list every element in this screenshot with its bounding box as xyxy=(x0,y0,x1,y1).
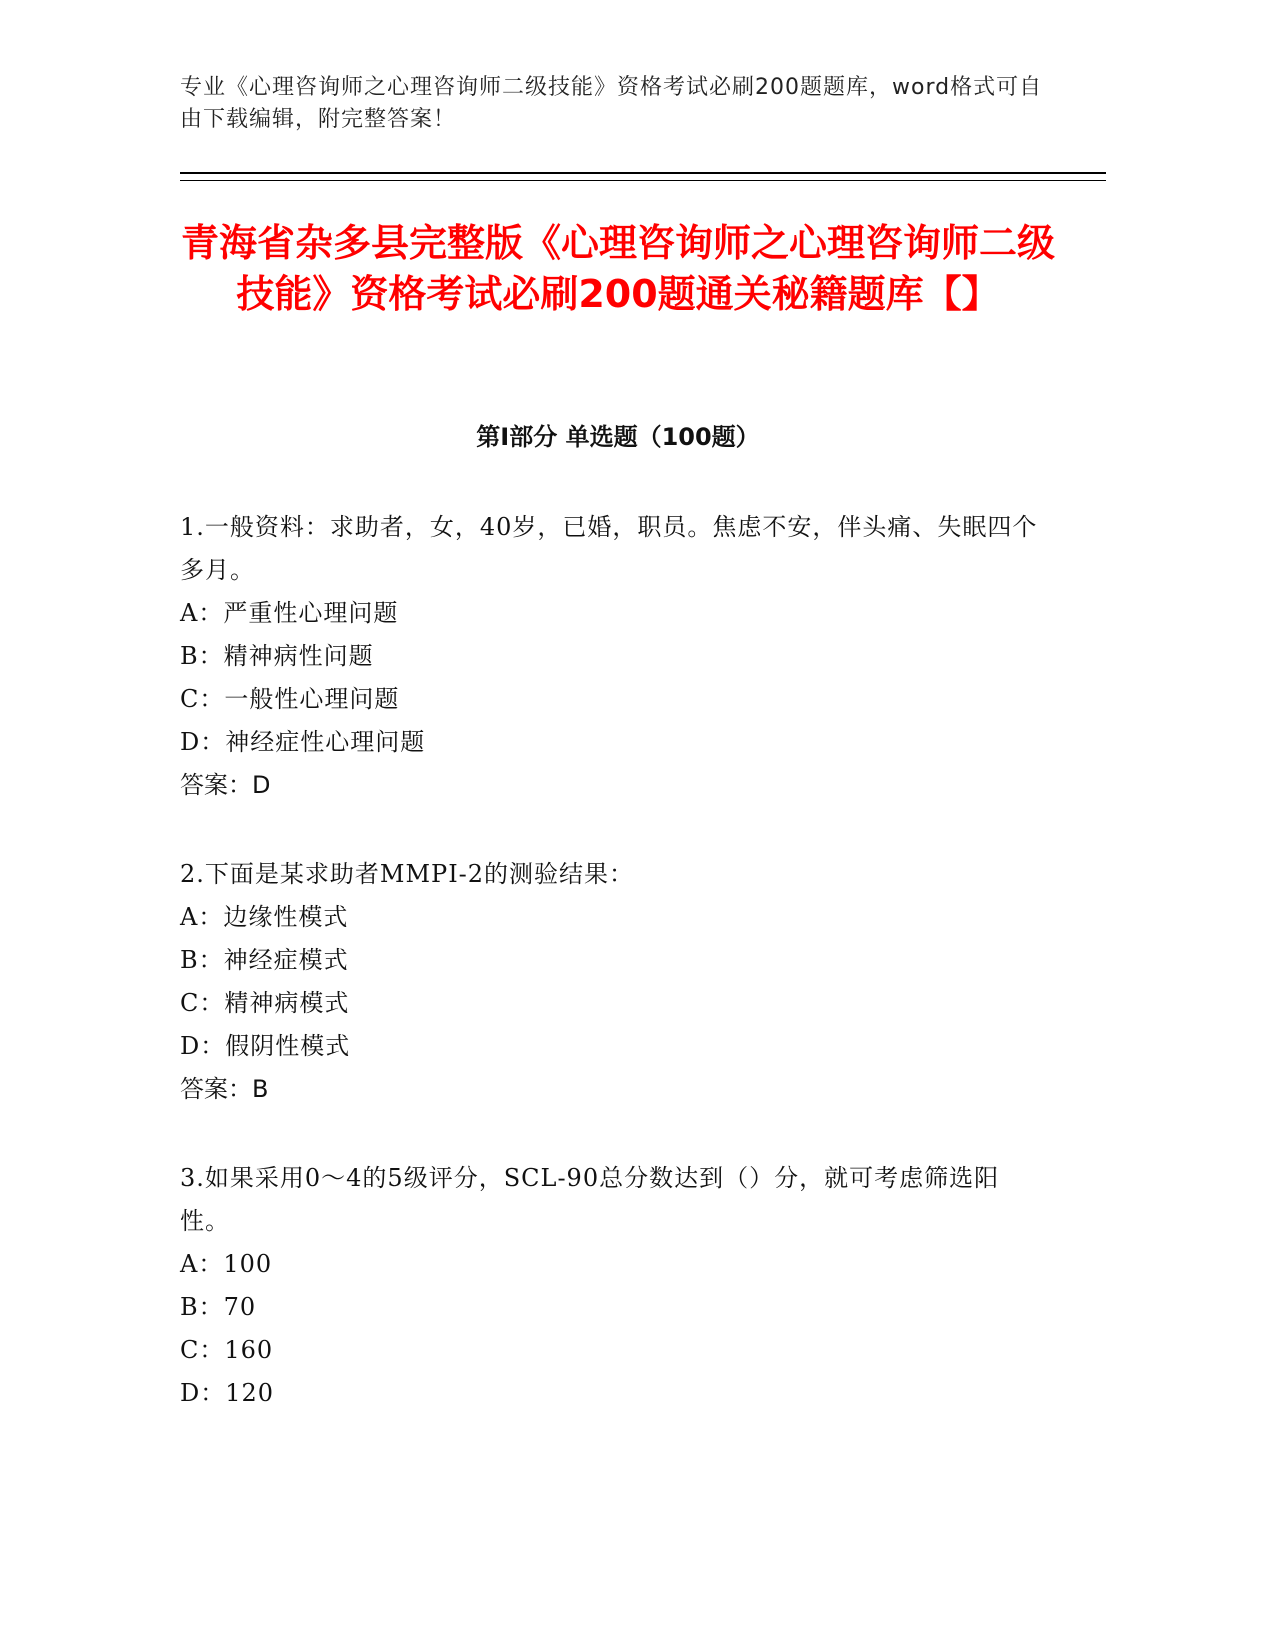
question-1 xyxy=(180,506,1040,807)
section-title: 第Ⅰ部分 单选题（100题） xyxy=(476,423,760,451)
option-b: B：神经症模式 xyxy=(180,946,349,974)
option-b: B：70 xyxy=(180,1293,257,1321)
question-3 xyxy=(180,1157,1040,1415)
option-c: C：160 xyxy=(180,1336,274,1364)
document-title: 青海省杂多县完整版《心理咨询师之心理咨询师二级技能》资格考试必刷200题通关秘籍题库【】 xyxy=(180,221,1055,316)
header-rule-thin xyxy=(180,180,1106,181)
answer: 答案：B xyxy=(180,1075,269,1103)
header-rule-thick xyxy=(180,172,1106,174)
header-note: 专业《心理咨询师之心理咨询师二级技能》资格考试必刷200题题库，word格式可自由下载编辑，附完整答案！ xyxy=(180,75,1043,132)
question-stem: 1.一般资料：求助者，女，40岁，已婚，职员。焦虑不安，伴头痛、失眠四个多月。 xyxy=(180,513,1038,584)
option-d: D：120 xyxy=(180,1379,275,1407)
option-a: A：100 xyxy=(180,1250,273,1278)
answer: 答案：D xyxy=(180,771,271,799)
option-a: A：边缘性模式 xyxy=(180,903,349,931)
option-b: B：精神病性问题 xyxy=(180,642,374,670)
question-2 xyxy=(180,853,1040,1111)
option-c: C：一般性心理问题 xyxy=(180,685,400,713)
question-stem: 3.如果采用0～4的5级评分，SCL-90总分数达到（）分，就可考虑筛选阳性。 xyxy=(180,1164,1000,1235)
question-stem: 2.下面是某求助者MMPI-2的测验结果： xyxy=(180,860,635,888)
option-d: D：假阴性模式 xyxy=(180,1032,351,1060)
option-d: D：神经症性心理问题 xyxy=(180,728,426,756)
option-a: A：严重性心理问题 xyxy=(180,599,399,627)
option-c: C：精神病模式 xyxy=(180,989,350,1017)
